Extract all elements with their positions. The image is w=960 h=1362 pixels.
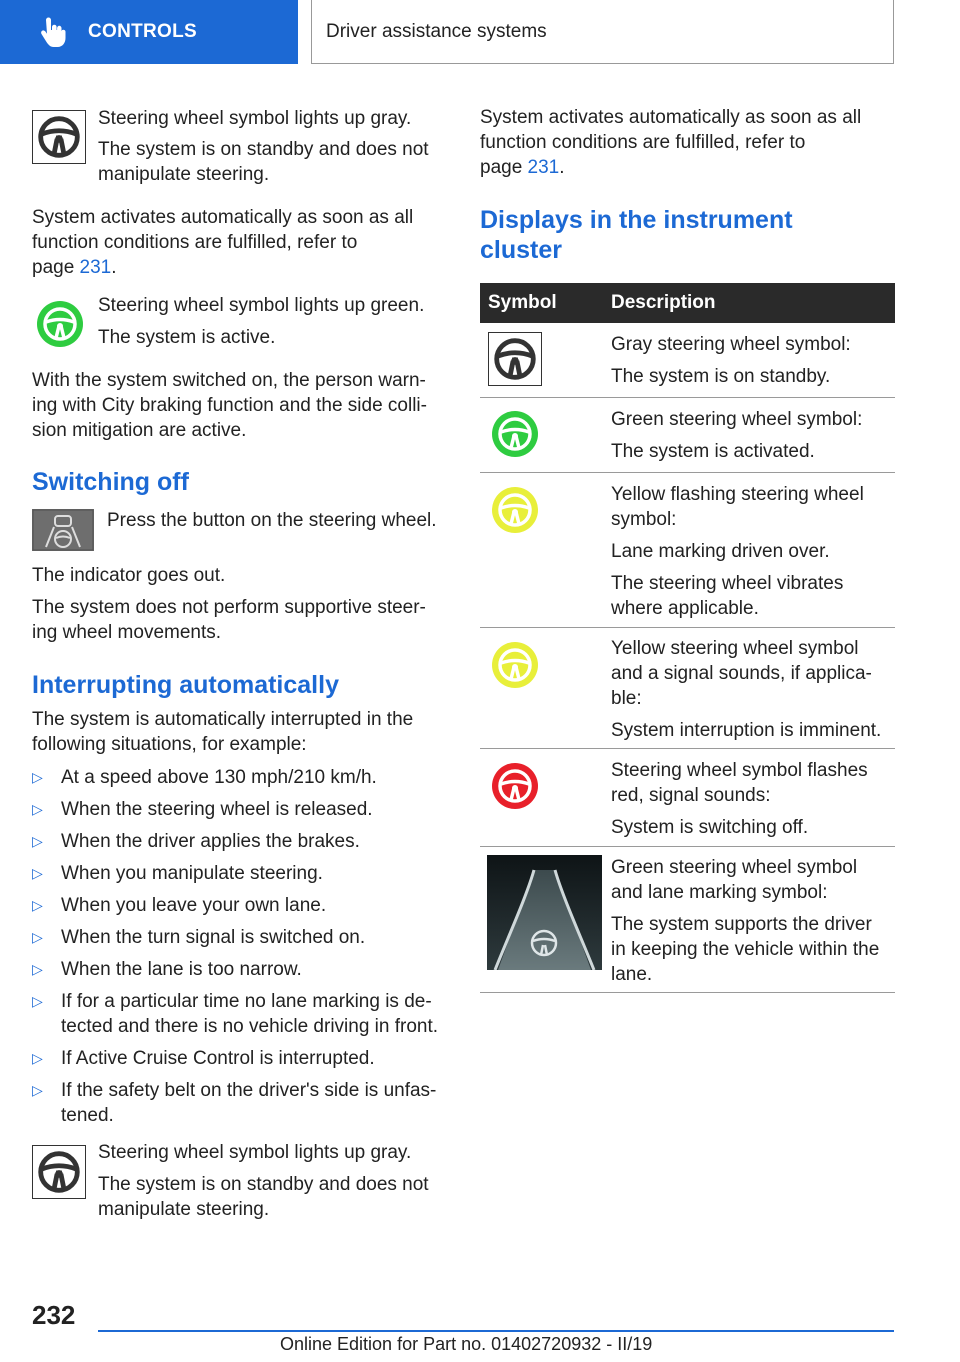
green-steering-wheel-icon bbox=[36, 300, 84, 348]
row6-line3: The system supports the driver bbox=[611, 914, 872, 935]
no-support-b: ing wheel movements. bbox=[32, 622, 222, 643]
indicator-text: The indicator goes out. bbox=[32, 565, 226, 586]
col-symbol: Symbol bbox=[488, 292, 557, 313]
col-description: Description bbox=[611, 292, 716, 313]
row3-line3: Lane marking driven over. bbox=[611, 541, 830, 562]
table-row-divider bbox=[480, 397, 895, 398]
edition-text: Online Edition for Part no. 01402720932 - II/19 bbox=[280, 1334, 653, 1354]
triangle-bullet-icon: ▷ bbox=[32, 801, 43, 817]
right-auto-c-prefix: page bbox=[480, 157, 528, 178]
row4-line3: ble: bbox=[611, 688, 642, 709]
table-row-divider bbox=[480, 846, 895, 847]
on-line-c: sion mitigation are active. bbox=[32, 420, 247, 441]
footer-rule bbox=[98, 1330, 894, 1332]
right-auto-c bbox=[480, 155, 565, 180]
auto-line-a: System activates automatically as soon as all bbox=[32, 207, 414, 228]
triangle-bullet-icon: ▷ bbox=[32, 897, 43, 913]
row4-line2: and a signal sounds, if applica- bbox=[611, 663, 872, 684]
on-line-b: ing with City braking function and the side colli- bbox=[32, 395, 427, 416]
right-auto-b: function conditions are fulfilled, refer to bbox=[480, 132, 806, 153]
page-link-231[interactable]: 231 bbox=[79, 257, 112, 278]
list-item-text: When the lane is too narrow. bbox=[61, 959, 302, 980]
green-line2: The system is active. bbox=[98, 327, 276, 348]
row4-line4: System interruption is imminent. bbox=[611, 720, 882, 741]
interrupt-a: The system is automatically interrupted in the bbox=[32, 709, 414, 730]
triangle-bullet-icon: ▷ bbox=[32, 769, 43, 785]
row4-line1: Yellow steering wheel symbol bbox=[611, 638, 859, 659]
green-steering-wheel-icon bbox=[491, 410, 539, 458]
right-auto-c-suffix: . bbox=[559, 157, 565, 178]
list-item-text: If for a particular time no lane marking is de- bbox=[61, 991, 432, 1012]
list-item-text-cont: tened. bbox=[61, 1105, 114, 1126]
row3-line4: The steering wheel vibrates bbox=[611, 573, 844, 594]
table-row-divider bbox=[480, 992, 895, 993]
heading-displays-b: cluster bbox=[480, 236, 562, 264]
green-line1: Steering wheel symbol lights up green. bbox=[98, 295, 425, 316]
page-link-231[interactable]: 231 bbox=[527, 157, 560, 178]
row6-line2: and lane marking symbol: bbox=[611, 882, 828, 903]
list-item-text: If Active Cruise Control is interrupted. bbox=[61, 1048, 375, 1069]
interrupt-b: following situations, for example: bbox=[32, 734, 307, 755]
table-header bbox=[480, 283, 895, 323]
yellow-steering-wheel-icon bbox=[491, 486, 539, 534]
list-item-text: If the safety belt on the driver's side is unfas- bbox=[61, 1080, 437, 1101]
list-item-text: When you leave your own lane. bbox=[61, 895, 327, 916]
row3-line5: where applicable. bbox=[611, 598, 759, 619]
table-row-divider bbox=[480, 627, 895, 628]
row1-line1: Gray steering wheel symbol: bbox=[611, 334, 851, 355]
triangle-bullet-icon: ▷ bbox=[32, 865, 43, 881]
list-item-text: When the steering wheel is released. bbox=[61, 799, 373, 820]
right-auto-a: System activates automatically as soon as all bbox=[480, 107, 862, 128]
press-text: Press the button on the steering wheel. bbox=[107, 510, 437, 531]
yellow-steering-wheel-icon bbox=[491, 641, 539, 689]
gray-steering-wheel-icon bbox=[488, 332, 542, 386]
red-steering-wheel-icon bbox=[491, 762, 539, 810]
section-tab bbox=[0, 0, 298, 64]
on-line-a: With the system switched on, the person warn- bbox=[32, 370, 426, 391]
gray-steering-wheel-icon bbox=[32, 1145, 86, 1199]
hand-pointer-icon bbox=[38, 17, 66, 47]
section-label: CONTROLS bbox=[88, 21, 198, 42]
auto-line-c-prefix: page bbox=[32, 257, 80, 278]
row3-line2: symbol: bbox=[611, 509, 677, 530]
row6-line4: in keeping the vehicle within the bbox=[611, 939, 880, 960]
chapter-title-text: Driver assistance systems bbox=[326, 20, 547, 42]
heading-interrupting: Interrupting automatically bbox=[32, 671, 339, 699]
list-item-text: When the turn signal is switched on. bbox=[61, 927, 366, 948]
gray-line2b: manipulate steering. bbox=[98, 164, 270, 185]
chapter-title bbox=[311, 0, 894, 64]
triangle-bullet-icon: ▷ bbox=[32, 1050, 43, 1066]
bottom-gray-line1: Steering wheel symbol lights up gray. bbox=[98, 1142, 412, 1163]
row2-line1: Green steering wheel symbol: bbox=[611, 409, 863, 430]
list-item-text: At a speed above 130 mph/210 km/h. bbox=[61, 767, 377, 788]
auto-line-c-suffix: . bbox=[111, 257, 117, 278]
triangle-bullet-icon: ▷ bbox=[32, 993, 43, 1009]
list-item-text: When the driver applies the brakes. bbox=[61, 831, 360, 852]
list-item-text-cont: tected and there is no vehicle driving in front. bbox=[61, 1016, 439, 1037]
gray-steering-wheel-icon bbox=[32, 110, 86, 164]
table-row-divider bbox=[480, 472, 895, 473]
no-support-a: The system does not perform supportive steer- bbox=[32, 597, 426, 618]
row1-line2: The system is on standby. bbox=[611, 366, 831, 387]
list-item-text: When you manipulate steering. bbox=[61, 863, 323, 884]
lane-assist-button-image bbox=[32, 509, 94, 551]
gray-line1: Steering wheel symbol lights up gray. bbox=[98, 108, 412, 129]
row5-line1: Steering wheel symbol flashes bbox=[611, 760, 868, 781]
row6-line5: lane. bbox=[611, 964, 653, 985]
triangle-bullet-icon: ▷ bbox=[32, 1082, 43, 1098]
triangle-bullet-icon: ▷ bbox=[32, 833, 43, 849]
row6-line1: Green steering wheel symbol bbox=[611, 857, 858, 878]
row5-line2: red, signal sounds: bbox=[611, 785, 771, 806]
heading-displays-a: Displays in the instrument bbox=[480, 206, 793, 234]
row2-line2: The system is activated. bbox=[611, 441, 815, 462]
triangle-bullet-icon: ▷ bbox=[32, 929, 43, 945]
triangle-bullet-icon: ▷ bbox=[32, 961, 43, 977]
bottom-gray-line2b: manipulate steering. bbox=[98, 1199, 270, 1220]
gray-line2a: The system is on standby and does not bbox=[98, 139, 429, 160]
lane-marking-display-image bbox=[487, 855, 602, 970]
bottom-gray-line2a: The system is on standby and does not bbox=[98, 1174, 429, 1195]
auto-line-c bbox=[32, 255, 117, 280]
row5-line3: System is switching off. bbox=[611, 817, 809, 838]
auto-line-b: function conditions are fulfilled, refer to bbox=[32, 232, 358, 253]
row3-line1: Yellow flashing steering wheel bbox=[611, 484, 864, 505]
heading-switching-off: Switching off bbox=[32, 468, 189, 496]
table-row-divider bbox=[480, 748, 895, 749]
page-number: 232 bbox=[32, 1300, 76, 1330]
